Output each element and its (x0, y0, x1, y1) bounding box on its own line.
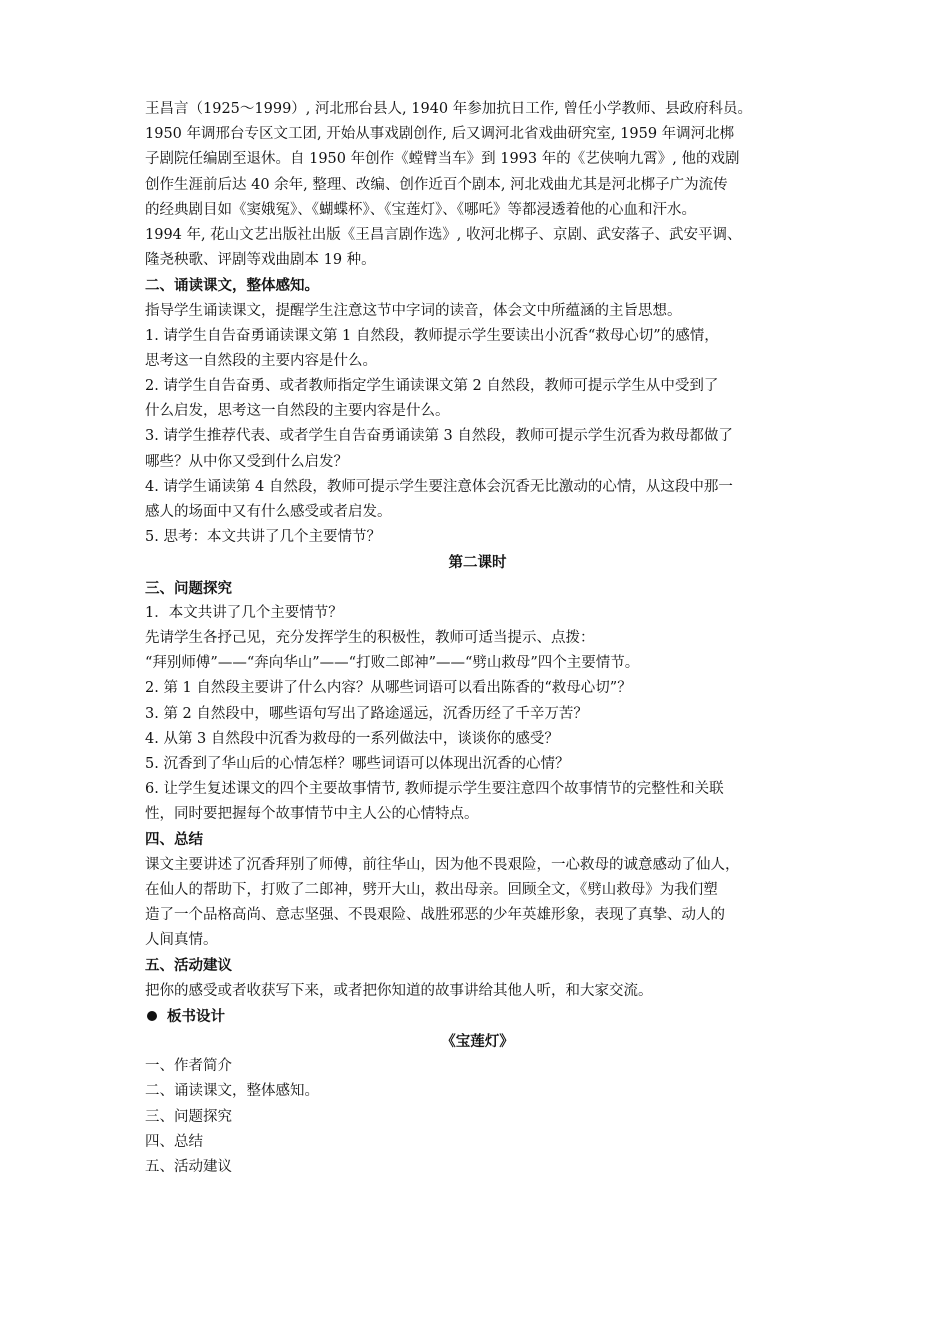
paragraph-line: 造了一个品格高尚、意志坚强、不畏艰险、战胜邪恶的少年英雄形象，表现了真挚、动人的 (145, 907, 725, 923)
board-label: 板书设计 (167, 1007, 225, 1025)
paragraph-line: 人间真情。 (145, 932, 218, 949)
paragraph-line: “拜别师傅”——“奔向华山”——“打败二郎神”——“劈山救母”四个主要情节。 (145, 655, 640, 672)
board-title: 《宝莲灯》 (441, 1032, 514, 1050)
board-design (145, 1004, 810, 1180)
section-summary (145, 827, 810, 953)
paragraph-line: 2. 第 1 自然段主要讲了什么内容？从哪些词语可以看出陈香的“救母心切”？ (145, 680, 632, 697)
section-inquiry (145, 576, 810, 828)
section-activity (145, 953, 810, 1003)
paragraph-line: 3. 请学生推荐代表、或者学生自告奋勇诵读第 3 自然段，教师可提示学生沉香为救母都做了 (145, 428, 733, 445)
paragraph-line: 4. 请学生诵读第 4 自然段，教师可提示学生要注意体会沉香无比激动的心情，从这段中那一 (145, 478, 733, 495)
paragraph-line: 指导学生诵读课文，提醒学生注意这节中字词的读音，体会文中所蕴涵的主旨思想。 (145, 302, 682, 319)
paragraph-line: 什么启发，思考这一自然段的主要内容是什么。 (145, 403, 450, 420)
board-heading (145, 1004, 810, 1029)
section-heading: 五、活动建议 (145, 957, 232, 975)
paragraph-line: 1．本文共讲了几个主要情节？ (145, 604, 343, 621)
intro-line: 的经典剧目如《窦娥冤》、《蝴蝶杯》、《宝莲灯》、《哪吒》等都浸透着他的心血和汗水。 (145, 201, 696, 218)
paragraph-line: 5. 沉香到了华山后的心情怎样？哪些词语可以体现出沉香的心情？ (145, 755, 570, 772)
board-item: 四、总结 (145, 1133, 203, 1150)
paragraph-line: 4. 从第 3 自然段中沉香为救母的一系列做法中，谈谈你的感受？ (145, 730, 559, 747)
section-heading: 四、总结 (145, 831, 203, 849)
intro-line: 隆尧秧歌、评剧等戏曲剧本 19 种。 (145, 252, 376, 269)
paragraph-line: 哪些？从中你又受到什么启发？ (145, 453, 348, 470)
board-item: 三、问题探究 (145, 1108, 232, 1125)
section-reading (145, 273, 810, 550)
document-page (145, 97, 810, 1180)
board-item: 一、作者简介 (145, 1058, 232, 1075)
section-heading: 二、诵读课文，整体感知。 (145, 277, 319, 295)
paragraph-line: 5. 思考：本文共讲了几个主要情节？ (145, 529, 381, 546)
paragraph-line: 先请学生各抒己见，充分发挥学生的积极性，教师可适当提示、点拨： (145, 629, 595, 646)
intro-line: 1950 年调邢台专区文工团, 开始从事戏剧创作, 后又调河北省戏曲研究室, 1959 年调河北梆 (145, 126, 735, 143)
board-item: 五、活动建议 (145, 1158, 232, 1175)
paragraph-line: 1. 请学生自告奋勇诵读课文第 1 自然段，教师提示学生要读出小沉香“救母心切”的感情， (145, 327, 719, 344)
paragraph-line: 感人的场面中又有什么感受或者启发。 (145, 504, 392, 520)
lesson-title: 第二课时 (448, 554, 507, 572)
intro-line: 1994 年, 花山文艺出版社出版《王昌言剧作选》, 收河北梆子、京剧、武安落子、武安平调、 (145, 226, 742, 243)
board-item: 二、诵读课文，整体感知。 (145, 1083, 319, 1100)
paragraph-line: 把你的感受或者收获写下来，或者把你知道的故事讲给其他人听，和大家交流。 (145, 982, 653, 999)
bullet-icon (147, 1011, 157, 1021)
paragraph-line: 2. 请学生自告奋勇、或者教师指定学生诵读课文第 2 自然段，教师可提示学生从中受到了 (145, 378, 719, 395)
intro-line: 创作生涯前后达 40 余年, 整理、改编、创作近百个剧本, 河北戏曲尤其是河北梆子广为流传 (145, 176, 728, 193)
intro-line: 子剧院任编剧至退休。自 1950 年创作《螳臂当车》到 1993 年的《艺侠响九霄》, 他的戏剧 (145, 151, 740, 168)
paragraph-line: 思考这一自然段的主要内容是什么。 (145, 352, 377, 369)
paragraph-line: 6. 让学生复述课文的四个主要故事情节, 教师提示学生要注意四个故事情节的完整性和关联 (145, 781, 724, 798)
section-heading: 三、问题探究 (145, 579, 232, 597)
paragraph-line: 在仙人的帮助下，打败了二郎神，劈开大山，救出母亲。回顾全文，《劈山救母》为我们塑 (145, 881, 718, 898)
paragraph-line: 性，同时要把握每个故事情节中主人公的心情特点。 (145, 806, 479, 823)
paragraph-line: 3. 第 2 自然段中，哪些语句写出了路途遥远，沉香历经了千辛万苦？ (145, 705, 588, 722)
paragraph-line: 课文主要讲述了沉香拜别了师傅，前往华山，因为他不畏艰险，一心救母的诚意感动了仙人， (145, 856, 740, 873)
author-intro (145, 97, 810, 273)
intro-line: 王昌言（1925～1999）, 河北邢台县人, 1940 年参加抗日工作, 曾任小学教师、县政府科员。 (145, 101, 752, 117)
